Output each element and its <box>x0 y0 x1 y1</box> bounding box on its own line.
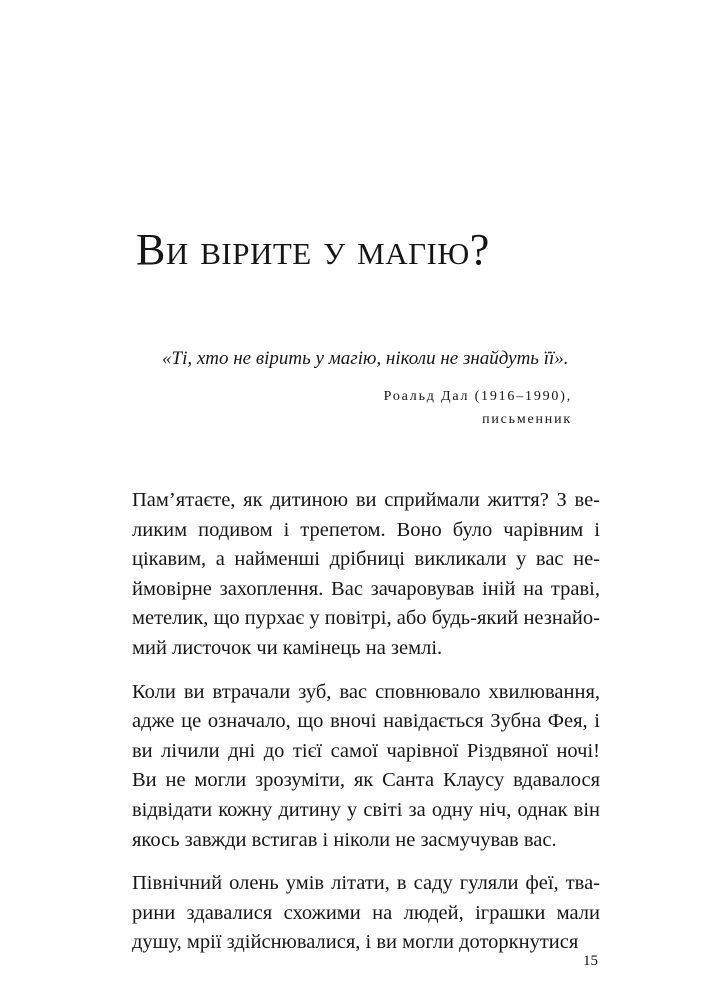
body-text <box>132 486 600 972</box>
paragraph: Коли ви втрачали зуб, вас сповнювало хвилювання, адже це означало, що вночі навідається Зубна Фея, і ви лічили дні до тієї самої чарівної Різдвяної ночі! Ви не могли зрозуміти, як Санта Клаусу вдавалося відвідати кожну дитину у світі за одну ніч, однак він якось завжди встигав і ніколи не засмучував вас. <box>132 680 600 851</box>
epigraph-quote: «Ті, хто не вірить у магію, ніколи не знайдуть її». <box>162 348 569 369</box>
paragraph: Північний олень умів літати, в саду гуляли феї, тварини здавалися схожими на людей, іграшки мали душу, мрії здійснювалися, і ви могли доторкнутися <box>132 872 600 954</box>
chapter-title: Ви вірите у магію? <box>136 225 490 274</box>
epigraph-author-name: Роальд Дал (1916–1990), <box>383 389 572 404</box>
page-number: 15 <box>583 953 598 969</box>
epigraph-author-occupation: письменник <box>482 412 572 427</box>
epigraph-attribution <box>162 385 572 431</box>
paragraph: Пам’ятаєте, як дитиною ви сприймали життя? З великим подивом і трепетом. Воно було чарівним і цікавим, а найменші дрібниці викликали у вас неймовірне захоплення. Вас зачаровував іній на траві, метелик, що пурхає у повітрі, або будь-який незнайомий листочок чи камінець на землі. <box>132 489 600 659</box>
epigraph <box>162 344 582 431</box>
